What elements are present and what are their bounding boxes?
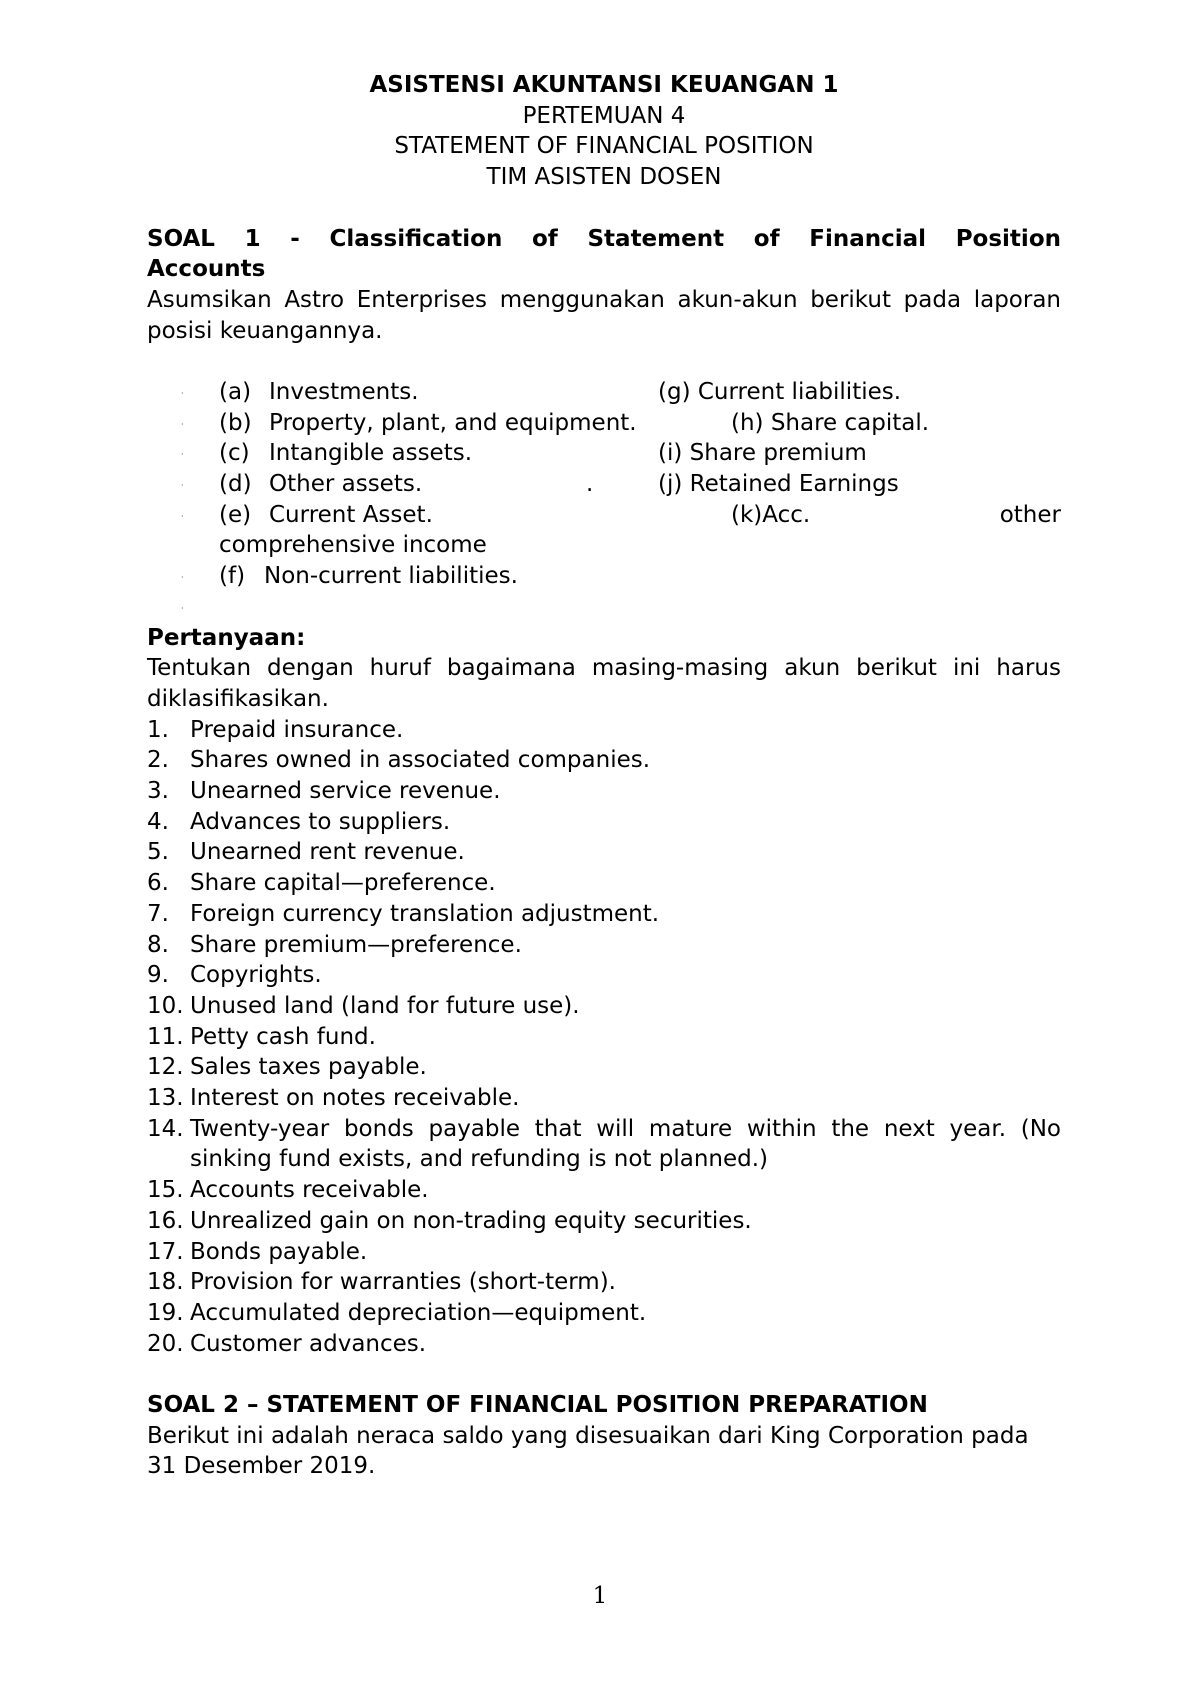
stray-dot: .: [586, 471, 594, 498]
item-number: 15.: [147, 1177, 184, 1204]
list-item: [147, 1298, 1061, 1329]
list-item: [147, 899, 1061, 930]
account-list: [147, 377, 1061, 623]
item-number: 8.: [147, 931, 169, 958]
list-item: [147, 991, 1061, 1022]
item-number: 11.: [147, 1023, 184, 1050]
account-letter: (d): [219, 471, 252, 498]
item-text: Interest on notes receivable.: [190, 1085, 520, 1112]
question-list: [147, 715, 1061, 1360]
list-item: [147, 868, 1061, 899]
item-text: Sales taxes payable.: [190, 1054, 427, 1081]
item-number: 13.: [147, 1085, 184, 1112]
list-item: [147, 960, 1061, 991]
item-number: 12.: [147, 1054, 184, 1081]
question-intro: Tentukan dengan huruf bagaimana masing-masing akun berikut ini harus diklasifikasikan.: [147, 655, 1061, 712]
item-text: Unearned rent revenue.: [190, 839, 465, 866]
item-text: Foreign currency translation adjustment.: [190, 900, 660, 927]
soal2-intro: Berikut ini adalah neraca saldo yang disesuaikan dari King Corporation pada 31 Desember 2019.: [147, 1422, 1029, 1480]
account-letter: (c): [219, 440, 250, 467]
item-text: Unearned service revenue.: [190, 778, 501, 805]
page-number: 1: [592, 1583, 608, 1609]
item-text: Customer advances.: [190, 1330, 427, 1357]
account-row: [147, 500, 1061, 531]
bullet-dot: ·: [181, 389, 184, 398]
bullet-dot: ·: [181, 603, 184, 613]
item-text: Bonds payable.: [190, 1238, 368, 1265]
soal1-intro: Asumsikan Astro Enterprises menggunakan akun-akun berikut pada laporan posisi keuangannya.: [147, 286, 1061, 344]
account-row: [147, 408, 1061, 439]
item-number: 20.: [147, 1330, 184, 1357]
bullet-dot: ·: [181, 481, 184, 491]
item-text: Unused land (land for future use).: [190, 992, 580, 1019]
list-item: [147, 715, 1061, 746]
item-number: 19.: [147, 1299, 184, 1326]
bullet-dot: ·: [181, 511, 184, 521]
item-number: 9.: [147, 962, 169, 989]
item-text: Provision for warranties (short-term).: [190, 1269, 616, 1296]
account-letter: (b): [219, 409, 252, 436]
item-text: Share capital—preference.: [190, 870, 496, 897]
account-right: (j) Retained Earnings: [658, 471, 899, 498]
list-item: [147, 1267, 1061, 1298]
list-item: [147, 1206, 1061, 1237]
soal1-heading-line2: Accounts: [147, 256, 266, 283]
bullet-dot: ·: [181, 573, 184, 583]
account-continuation: comprehensive income: [219, 532, 487, 559]
account-right: (g) Current liabilities.: [658, 379, 902, 405]
account-text: Investments.: [269, 379, 419, 405]
list-item: [147, 1052, 1061, 1083]
bullet-dot: ·: [181, 419, 184, 429]
list-item: [147, 837, 1061, 868]
item-text: Copyrights.: [190, 962, 322, 989]
account-right: (h) Share capital.: [731, 409, 930, 436]
item-text: Advances to suppliers.: [190, 808, 451, 835]
item-number: 7.: [147, 900, 169, 927]
account-row: [147, 469, 1061, 500]
list-item: [147, 745, 1061, 776]
item-number: 6.: [147, 870, 169, 897]
account-letter: (f): [219, 563, 246, 590]
account-right-end: other: [999, 501, 1061, 528]
item-number: 4.: [147, 808, 169, 835]
item-number: 14.: [147, 1115, 184, 1142]
list-item: [147, 930, 1061, 961]
item-text: Share premium—preference.: [190, 931, 522, 958]
item-number: 10.: [147, 992, 184, 1019]
item-text: Accounts receivable.: [190, 1177, 429, 1204]
soal1-heading-line1: SOAL 1 - Classification of Statement of Financial Position: [147, 225, 1061, 252]
list-item: [147, 776, 1061, 807]
question-heading: Pertanyaan:: [147, 624, 306, 651]
item-number: 18.: [147, 1269, 184, 1296]
account-text: Property, plant, and equipment.: [269, 409, 637, 436]
meeting-label: PERTEMUAN 4: [522, 102, 686, 129]
list-item: [147, 1022, 1061, 1053]
topic-label: STATEMENT OF FINANCIAL POSITION: [394, 133, 814, 160]
item-text: Prepaid insurance.: [190, 716, 404, 743]
soal2-heading: SOAL 2 – STATEMENT OF FINANCIAL POSITION PREPARATION: [147, 1392, 928, 1419]
item-text: Twenty-year bonds payable that will mature within the next year. (No sinking fund exists, and refunding is not planned.): [190, 1115, 1061, 1173]
account-letter: (a): [219, 379, 252, 405]
list-item: [147, 1329, 1061, 1360]
account-letter: (e): [219, 501, 252, 528]
item-number: 17.: [147, 1238, 184, 1265]
account-text: Intangible assets.: [269, 440, 473, 467]
team-label: TIM ASISTEN DOSEN: [486, 164, 722, 191]
document-page: [147, 70, 1061, 1482]
account-row: [147, 592, 1061, 623]
item-text: Accumulated depreciation—equipment.: [190, 1299, 647, 1326]
account-right: (k)Acc.: [731, 501, 811, 528]
item-text: Unrealized gain on non-trading equity securities.: [190, 1207, 752, 1234]
item-number: 2.: [147, 747, 169, 774]
list-item: [147, 807, 1061, 838]
item-number: 1.: [147, 716, 169, 743]
account-row: [147, 438, 1061, 469]
item-text: Petty cash fund.: [190, 1023, 376, 1050]
account-row: [147, 377, 1061, 408]
list-item: [147, 1237, 1061, 1268]
account-text: Non-current liabilities.: [264, 563, 518, 590]
list-item: [147, 1083, 1061, 1114]
item-text: Shares owned in associated companies.: [190, 747, 651, 774]
account-row: [147, 561, 1061, 592]
bullet-dot: ·: [181, 450, 184, 460]
list-item: [147, 1175, 1061, 1206]
account-text: Current Asset.: [269, 501, 433, 528]
item-number: 5.: [147, 839, 169, 866]
item-number: 16.: [147, 1207, 184, 1234]
account-right: (i) Share premium: [658, 440, 867, 467]
document-title: ASISTENSI AKUNTANSI KEUANGAN 1: [369, 72, 839, 98]
account-text: Other assets.: [269, 471, 423, 498]
item-number: 3.: [147, 778, 169, 805]
list-item: [147, 1114, 1061, 1175]
